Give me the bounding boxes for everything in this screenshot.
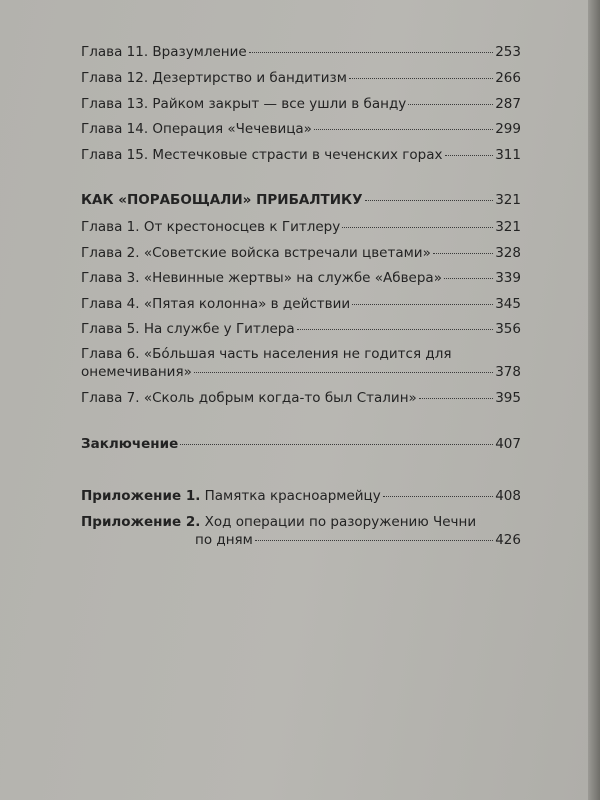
toc-entry-multiline bbox=[81, 346, 521, 363]
dot-leader bbox=[352, 304, 493, 305]
appendix-text-line1: Ход операции по разоружению Чечни bbox=[200, 514, 477, 530]
toc-entry-page: 253 bbox=[495, 44, 521, 60]
dot-leader bbox=[297, 329, 494, 330]
toc-entry-page: 311 bbox=[495, 147, 521, 163]
appendix-entry bbox=[81, 488, 521, 505]
dot-leader bbox=[314, 129, 493, 130]
dot-leader bbox=[444, 278, 493, 279]
toc-entry-title: Глава 11. Вразумление bbox=[81, 44, 247, 60]
section-heading-title: КАК «ПОРАБОЩАЛИ» ПРИБАЛТИКУ bbox=[81, 192, 363, 208]
dot-leader bbox=[433, 253, 493, 254]
dot-leader bbox=[445, 155, 494, 156]
toc-entry bbox=[81, 219, 521, 236]
toc-entry-page: 299 bbox=[495, 121, 521, 137]
conclusion-page: 407 bbox=[495, 436, 521, 452]
toc-entry bbox=[81, 44, 521, 61]
dot-leader bbox=[408, 104, 493, 105]
toc-entry-title-line2: онемечивания» bbox=[81, 364, 192, 380]
appendix-text: Памятка красноармейцу bbox=[200, 488, 381, 504]
section-heading bbox=[81, 192, 521, 209]
appendix-page: 408 bbox=[495, 488, 521, 504]
toc-entry-title: Глава 1. От крестоносцев к Гитлеру bbox=[81, 219, 341, 235]
toc-entry bbox=[81, 70, 521, 87]
appendix-entry-multiline bbox=[81, 514, 521, 531]
toc-entry-page: 328 bbox=[495, 245, 521, 261]
toc-entry bbox=[81, 321, 521, 338]
conclusion-heading bbox=[81, 436, 521, 453]
toc-entry-page: 321 bbox=[495, 219, 521, 235]
toc-entry-title: Глава 3. «Невинные жертвы» на службе «Абвера» bbox=[81, 270, 442, 286]
toc-entry bbox=[81, 390, 521, 407]
conclusion-title: Заключение bbox=[81, 436, 179, 452]
dot-leader bbox=[249, 52, 494, 53]
toc-entry bbox=[81, 147, 521, 164]
toc-entry-page: 266 bbox=[495, 70, 521, 86]
toc-entry-title-line1: Глава 6. «Бо́льшая часть населения не годится для bbox=[81, 346, 452, 362]
dot-leader bbox=[419, 398, 493, 399]
dot-leader bbox=[365, 200, 494, 201]
toc-entry-page: 378 bbox=[495, 364, 521, 380]
toc-entry-title: Глава 13. Райком закрыт — все ушли в банду bbox=[81, 96, 407, 112]
appendix-text-line2: по дням bbox=[195, 532, 253, 548]
toc-entry-title: Глава 5. На службе у Гитлера bbox=[81, 321, 295, 337]
appendix-title-line1 bbox=[81, 514, 521, 531]
toc-entry bbox=[81, 296, 521, 313]
toc-entry bbox=[81, 121, 521, 138]
toc-entry-title: Глава 4. «Пятая колонна» в действии bbox=[81, 296, 351, 312]
appendix-page: 426 bbox=[495, 532, 521, 548]
toc-entry-continuation bbox=[81, 364, 521, 381]
toc-entry-page: 287 bbox=[495, 96, 521, 112]
appendix-title bbox=[81, 488, 381, 505]
toc-entry bbox=[81, 245, 521, 262]
toc-entry-page: 345 bbox=[495, 296, 521, 312]
dot-leader bbox=[255, 540, 493, 541]
toc-entry-title: Глава 15. Местечковые страсти в чеченских горах bbox=[81, 147, 443, 163]
appendix-continuation bbox=[81, 532, 521, 549]
toc-entry-title: Глава 7. «Сколь добрым когда-то был Сталин» bbox=[81, 390, 417, 406]
dot-leader bbox=[342, 227, 493, 228]
dot-leader bbox=[180, 444, 493, 445]
appendix-label: Приложение 1. bbox=[81, 488, 201, 504]
toc-entry-title: Глава 12. Дезертирство и бандитизм bbox=[81, 70, 347, 86]
toc-entry-page: 395 bbox=[495, 390, 521, 406]
toc-entry bbox=[81, 96, 521, 113]
section-heading-page: 321 bbox=[495, 192, 521, 208]
appendix-label: Приложение 2. bbox=[81, 514, 201, 530]
toc-entry-title: Глава 14. Операция «Чечевица» bbox=[81, 121, 312, 137]
toc-entry-title: Глава 2. «Советские войска встречали цветами» bbox=[81, 245, 431, 261]
dot-leader bbox=[194, 372, 493, 373]
toc-entry-page: 339 bbox=[495, 270, 521, 286]
toc-entry bbox=[81, 270, 521, 287]
dot-leader bbox=[383, 496, 493, 497]
page-edge bbox=[588, 0, 600, 800]
dot-leader bbox=[349, 78, 493, 79]
toc-entry-page: 356 bbox=[495, 321, 521, 337]
